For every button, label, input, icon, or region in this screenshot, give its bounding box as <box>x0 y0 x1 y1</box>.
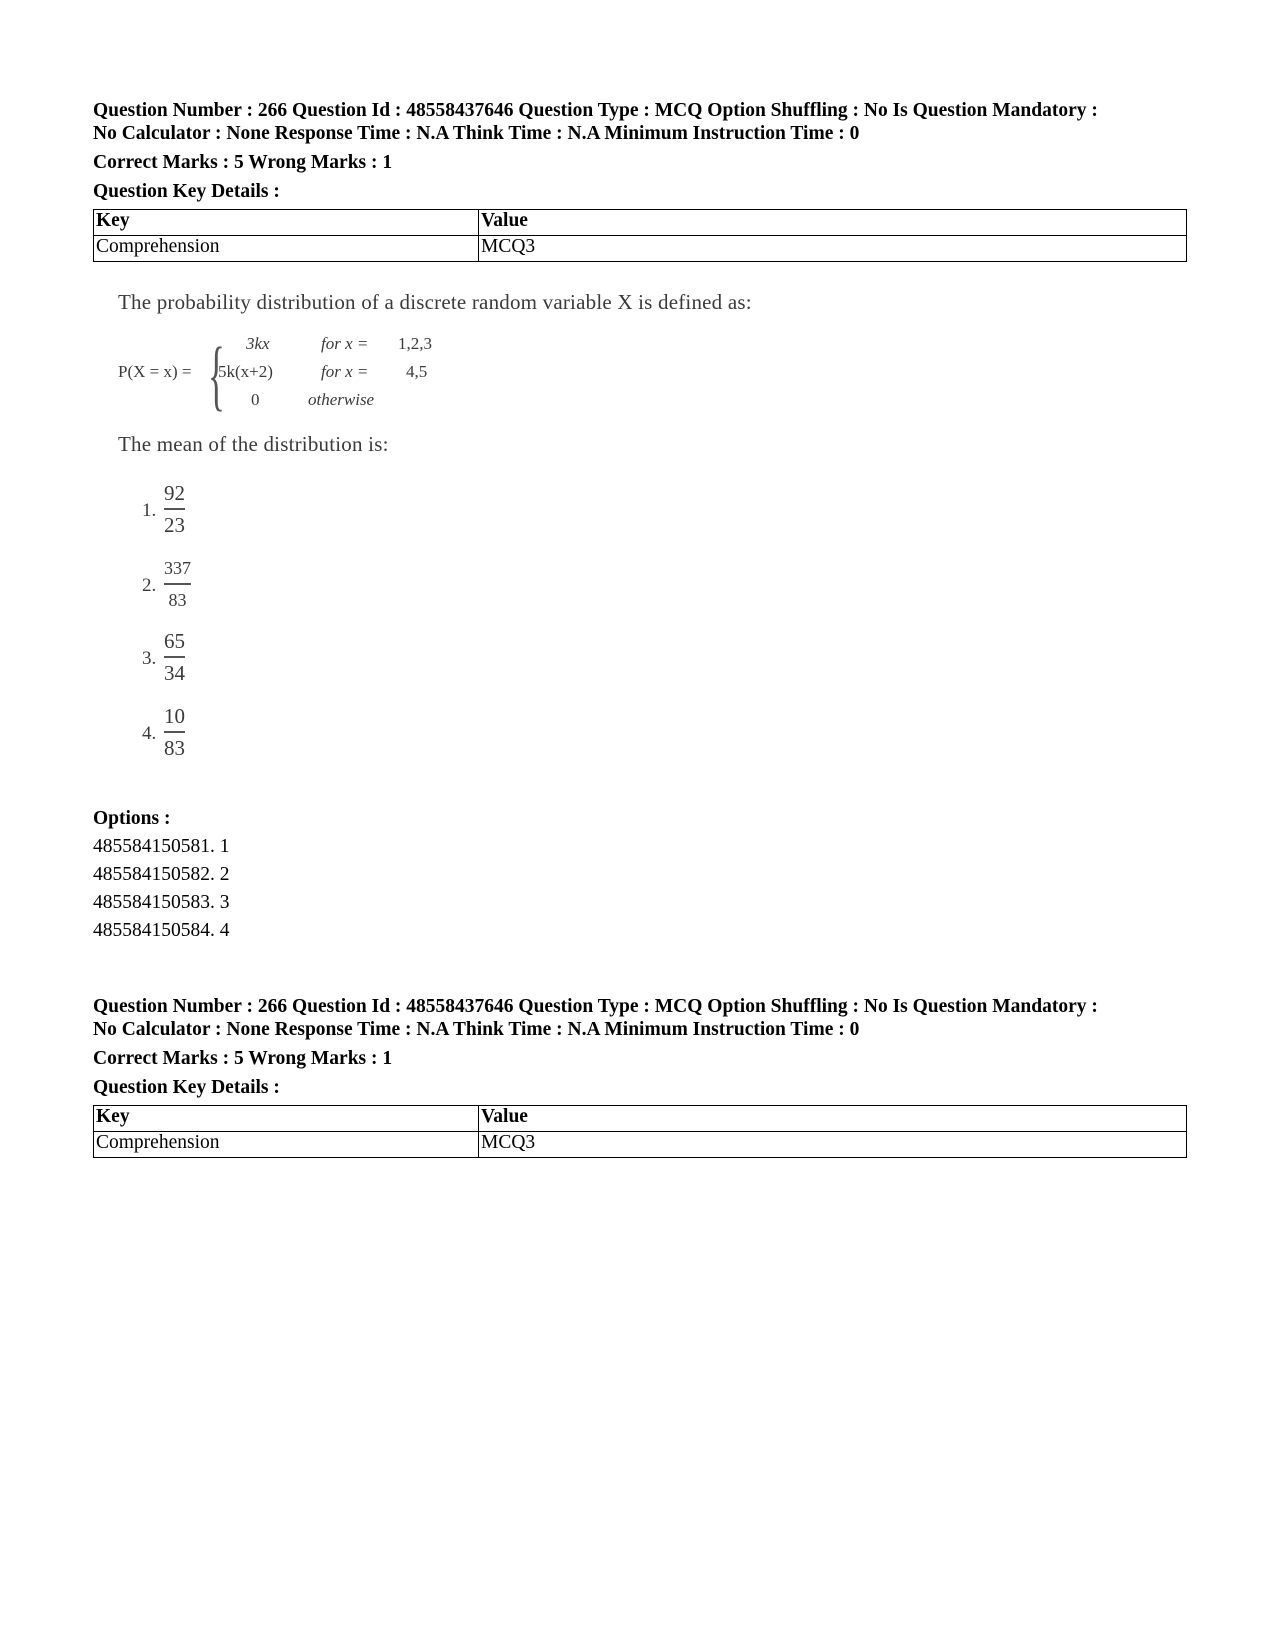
fraction-bar <box>164 583 191 585</box>
marks-line: Correct Marks : 5 Wrong Marks : 1 <box>93 152 393 173</box>
table-header-value: Value <box>479 1106 1187 1132</box>
piecewise-lhs: P(X = x) = <box>118 362 192 381</box>
case-vals-1: 1,2,3 <box>398 334 432 353</box>
case-cond-2: for x = <box>321 362 369 381</box>
options-heading: Options : <box>93 808 171 829</box>
key-details-table-2 <box>93 1105 1187 1158</box>
case-cond-1: for x = <box>321 334 369 353</box>
table-row <box>94 236 1187 262</box>
choice-number: 3. <box>142 648 157 669</box>
option-item-3: 485584150583. 3 <box>93 892 230 913</box>
choice-fraction <box>164 703 185 761</box>
choice-fraction <box>164 480 185 538</box>
case-vals-2: 4,5 <box>406 362 428 381</box>
fraction-denominator: 83 <box>168 589 187 610</box>
fraction-denominator: 83 <box>164 735 185 760</box>
choice-number: 2. <box>142 575 157 596</box>
table-header-value: Value <box>479 210 1187 236</box>
option-item-1: 485584150581. 1 <box>93 836 230 857</box>
fraction-numerator: 65 <box>164 629 185 653</box>
question-header-1 <box>93 99 1193 203</box>
option-item-4: 485584150584. 4 <box>93 920 230 941</box>
key-details-table-1 <box>93 209 1187 262</box>
table-header-key: Key <box>94 1106 479 1132</box>
left-brace: { <box>208 331 225 418</box>
fraction-bar <box>164 731 185 733</box>
fraction-numerator: 337 <box>164 558 191 578</box>
question-header-2 <box>93 995 1193 1099</box>
fraction-numerator: 92 <box>164 481 185 505</box>
choice-2 <box>142 555 232 621</box>
table-cell-value: MCQ3 <box>479 236 1187 262</box>
choice-3 <box>142 628 232 694</box>
fraction-denominator: 23 <box>164 512 185 537</box>
choice-number: 4. <box>142 723 157 744</box>
choice-4 <box>142 703 232 769</box>
question-ask: The mean of the distribution is: <box>118 432 389 456</box>
option-item-2: 485584150582. 2 <box>93 864 230 885</box>
table-cell-key: Comprehension <box>94 1132 479 1158</box>
fraction-bar <box>164 656 185 658</box>
fraction-bar <box>164 508 185 510</box>
question-image <box>115 290 815 795</box>
choice-fraction <box>164 628 185 686</box>
table-row <box>94 1132 1187 1158</box>
table-cell-value: MCQ3 <box>479 1132 1187 1158</box>
piecewise-definition <box>118 332 458 420</box>
question-meta-line-2: No Calculator : None Response Time : N.A Think Time : N.A Minimum Instruction Time : 0 <box>93 123 860 144</box>
question-meta-line-1: Question Number : 266 Question Id : 48558437646 Question Type : MCQ Option Shuffling : No Is Question Mandatory : <box>93 100 1098 121</box>
case-expr-3: 0 <box>251 390 260 409</box>
marks-line: Correct Marks : 5 Wrong Marks : 1 <box>93 1048 393 1069</box>
question-meta-line-1: Question Number : 266 Question Id : 48558437646 Question Type : MCQ Option Shuffling : No Is Question Mandatory : <box>93 996 1098 1017</box>
key-details-heading: Question Key Details : <box>93 181 280 202</box>
table-header-row <box>94 1106 1187 1132</box>
table-header-key: Key <box>94 210 479 236</box>
choice-1 <box>142 480 232 546</box>
table-header-row <box>94 210 1187 236</box>
fraction-denominator: 34 <box>164 660 185 685</box>
case-expr-2: 5k(x+2) <box>218 362 273 381</box>
key-details-heading: Question Key Details : <box>93 1077 280 1098</box>
question-meta-line-2: No Calculator : None Response Time : N.A Think Time : N.A Minimum Instruction Time : 0 <box>93 1019 860 1040</box>
fraction-numerator: 10 <box>164 704 185 728</box>
choice-number: 1. <box>142 500 157 521</box>
options-list <box>93 805 230 945</box>
choice-fraction <box>164 555 191 613</box>
table-cell-key: Comprehension <box>94 236 479 262</box>
case-expr-1: 3kx <box>246 334 270 353</box>
case-cond-3: otherwise <box>308 390 375 409</box>
question-intro: The probability distribution of a discrete random variable X is defined as: <box>118 290 752 314</box>
